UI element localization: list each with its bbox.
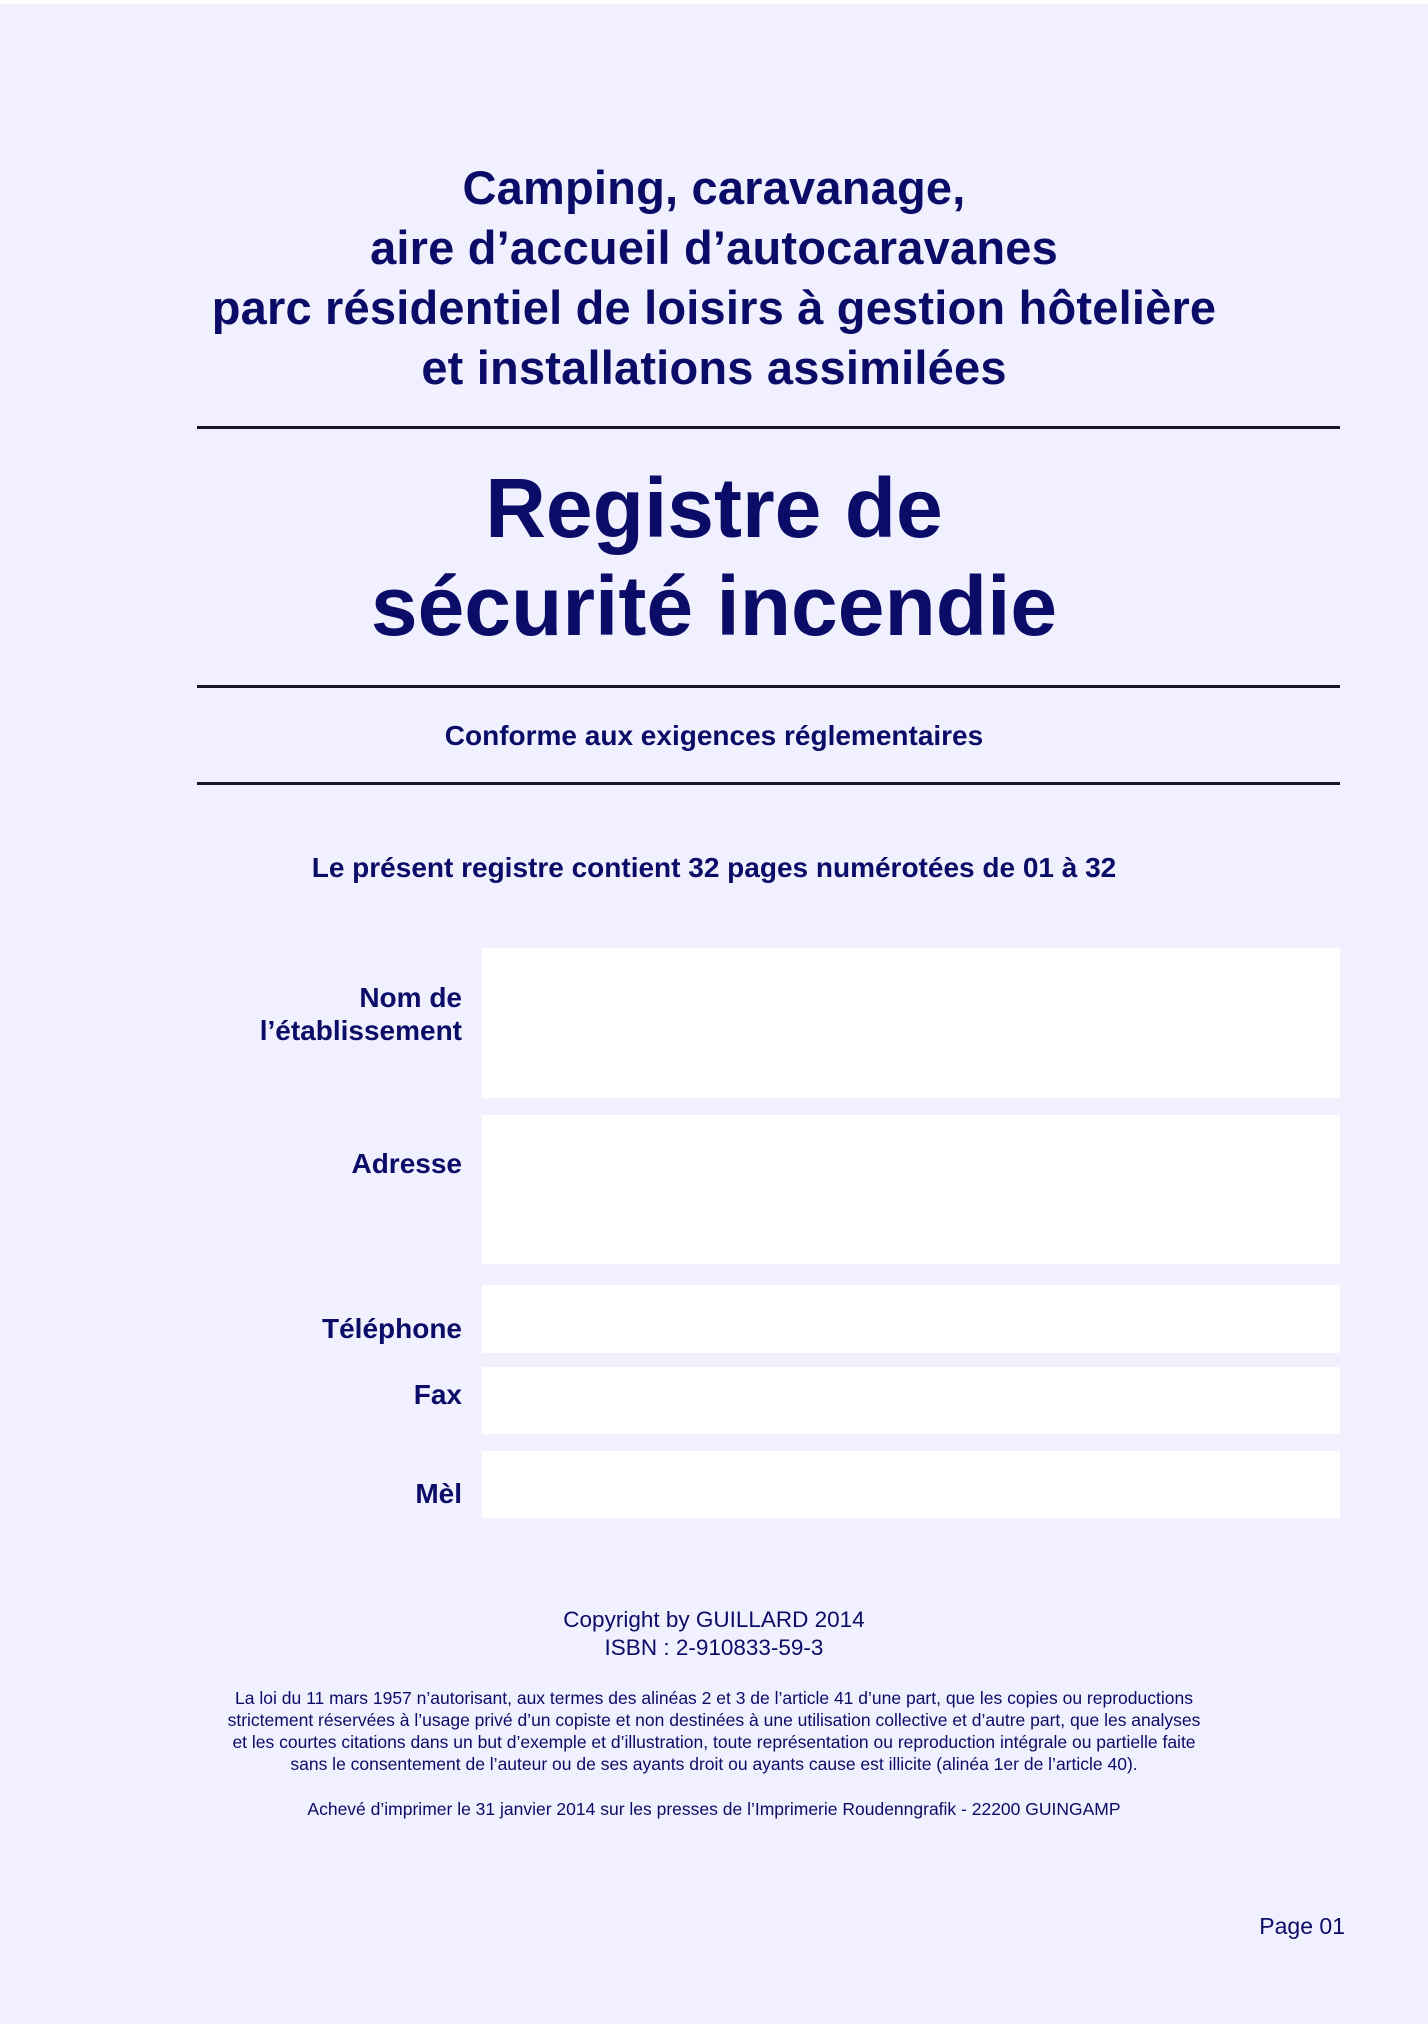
page-number: Page 01 xyxy=(1259,1913,1345,1939)
divider-rule xyxy=(197,685,1340,688)
email-label: Mèl xyxy=(415,1478,462,1509)
subtitle-line-3: parc résidentiel de loisirs à gestion hôtelière xyxy=(211,281,1217,334)
conformity-statement: Conforme aux exigences réglementaires xyxy=(444,720,984,751)
printing-notice: Achevé d’imprimer le 31 janvier 2014 sur les presses de l’Imprimerie Roudenngrafik - 22200 GUINGAMP xyxy=(307,1799,1121,1819)
page-title-line-1: Registre de xyxy=(485,461,943,555)
divider-rule xyxy=(197,782,1340,785)
subtitle-line-2: aire d’accueil d’autocaravanes xyxy=(370,221,1058,274)
subtitle-line-4: et installations assimilées xyxy=(421,341,1007,394)
legal-line: sans le consentement de l’auteur ou de ses ayants droit ou ayants cause est illicite (alinéa 1er de l’article 40). xyxy=(290,1754,1138,1774)
page-count-statement: Le présent registre contient 32 pages numérotées de 01 à 32 xyxy=(311,852,1117,883)
legal-line: La loi du 11 mars 1957 n’autorisant, aux termes des alinéas 2 et 3 de l’article 41 d’une part, que les copies ou reproductions xyxy=(235,1688,1193,1708)
email-field[interactable] xyxy=(482,1451,1340,1518)
divider-rule xyxy=(197,426,1340,429)
fax-label: Fax xyxy=(413,1379,462,1410)
establishment-name-field[interactable] xyxy=(482,948,1340,1098)
fax-field[interactable] xyxy=(482,1367,1340,1434)
label-line: Nom de xyxy=(359,982,462,1013)
isbn: ISBN : 2-910833-59-3 xyxy=(604,1635,824,1660)
address-field[interactable] xyxy=(482,1115,1340,1264)
establishment-name-label xyxy=(260,981,462,1047)
document-page xyxy=(0,4,1428,2024)
address-label: Adresse xyxy=(351,1148,462,1179)
copyright-notice: Copyright by GUILLARD 2014 xyxy=(563,1607,865,1632)
legal-line: et les courtes citations dans un but d’exemple et d’illustration, toute représentation ou reproduction intégrale ou partielle faite xyxy=(232,1732,1196,1752)
page-title-line-2: sécurité incendie xyxy=(370,559,1058,653)
telephone-label: Téléphone xyxy=(321,1313,462,1344)
subtitle-line-1: Camping, caravanage, xyxy=(462,161,966,214)
label-line: l’établissement xyxy=(259,1015,462,1046)
telephone-field[interactable] xyxy=(482,1285,1340,1353)
legal-line: strictement réservées à l’usage privé d’un copiste et non destinées à une utilisation collective et d’autre part, que les analyses xyxy=(227,1710,1201,1730)
